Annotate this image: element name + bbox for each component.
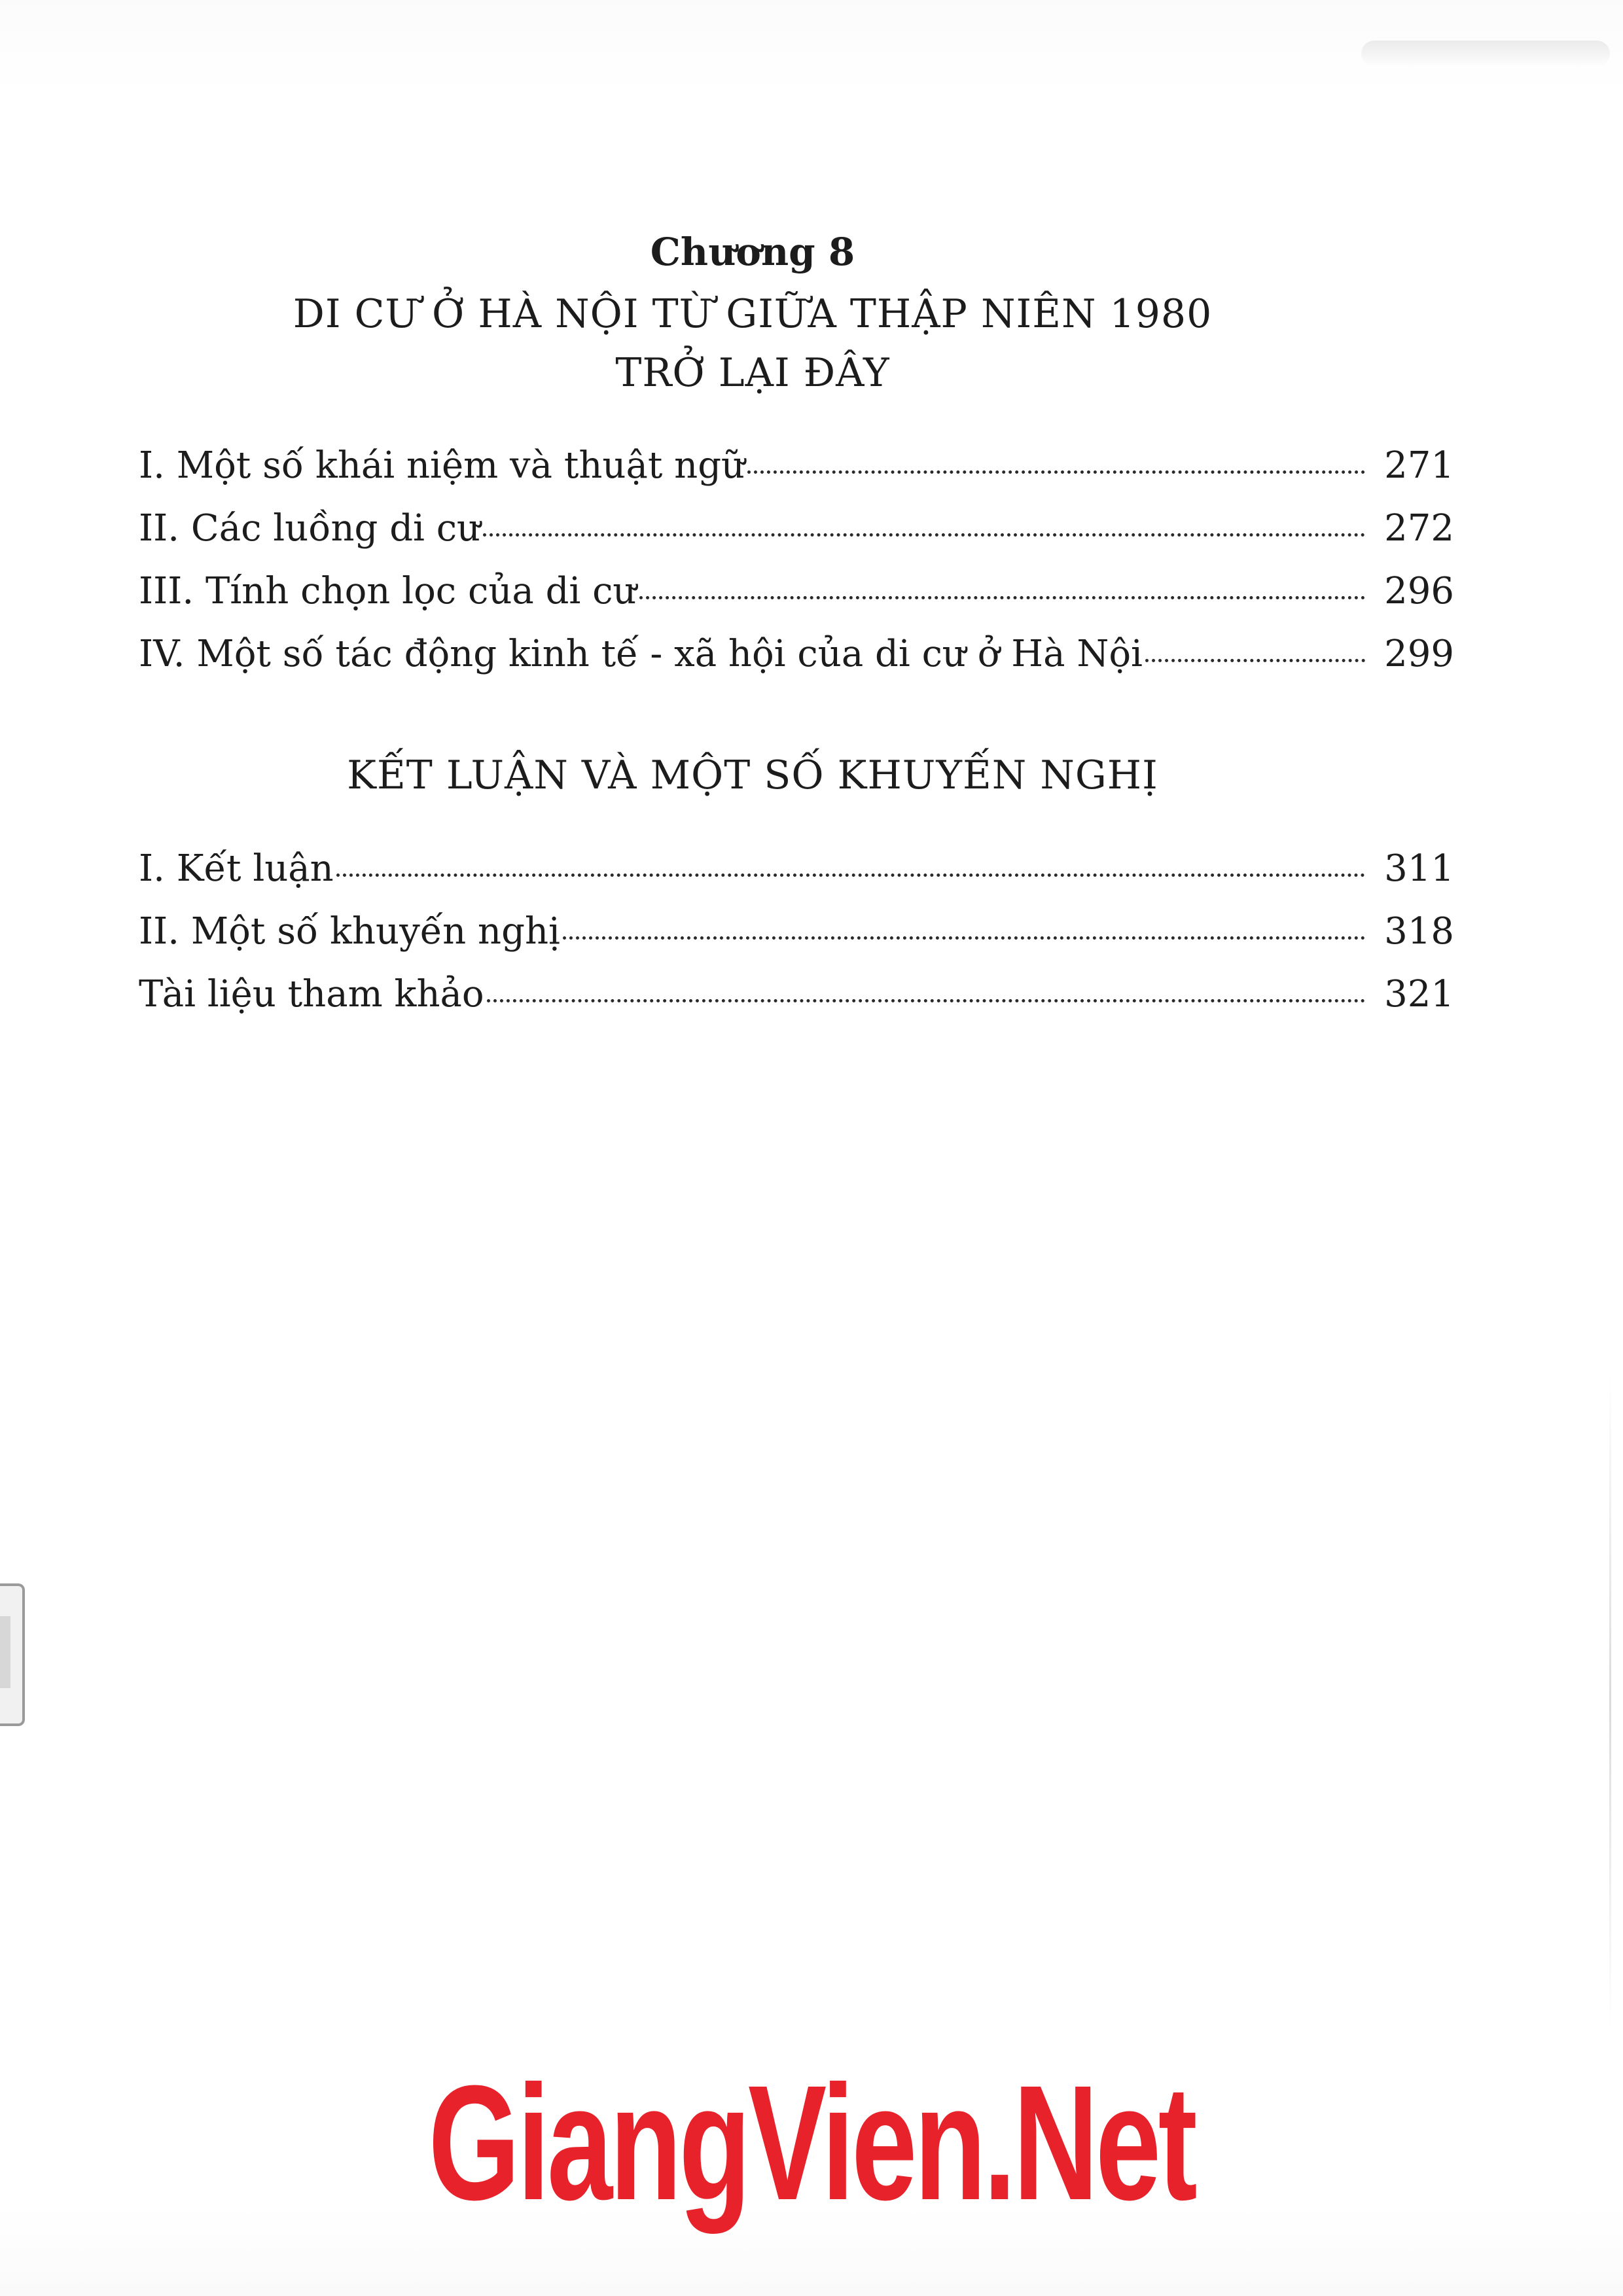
toc-leader-dots: [483, 533, 1365, 537]
toc-entry-label: II. Một số khuyến nghị: [139, 910, 560, 953]
chapter-title-line2: TRỞ LẠI ĐÂY: [615, 350, 890, 396]
toc-entry-page: 321: [1384, 973, 1454, 1016]
toc-leader-dots: [487, 999, 1365, 1002]
toc-entry[interactable]: [139, 906, 1454, 958]
toc-entry-label: I. Kết luận: [139, 847, 334, 890]
toc-entry[interactable]: [139, 440, 1454, 492]
toc-entry[interactable]: [139, 968, 1454, 1021]
chapter-label: Chương 8: [650, 230, 855, 274]
toc-entry[interactable]: [139, 628, 1454, 680]
toc-leader-dots: [336, 874, 1365, 877]
toc-entry-page: 311: [1384, 847, 1454, 890]
toc-entry[interactable]: [139, 843, 1454, 895]
chapter-title-line1: DI CƯ Ở HÀ NỘI TỪ GIỮA THẬP NIÊN 1980: [293, 291, 1213, 337]
binding-clip-inner: [0, 1616, 10, 1688]
section-title: KẾT LUẬN VÀ MỘT SỐ KHUYẾN NGHỊ: [347, 752, 1158, 798]
toc-entry-page: 272: [1384, 507, 1454, 550]
toc-leader-dots: [563, 936, 1365, 940]
toc-entry-label: I. Một số khái niệm và thuật ngữ: [139, 444, 745, 487]
scan-shadow: [1361, 41, 1610, 67]
toc-entry-page: 318: [1384, 910, 1454, 953]
toc-entry-page: 296: [1384, 570, 1454, 612]
toc-leader-dots: [639, 596, 1365, 599]
toc-entry-label: IV. Một số tác động kinh tế - xã hội của di cư ở Hà Nội: [139, 633, 1143, 675]
toc-entry-page: 271: [1384, 444, 1454, 487]
toc-entry[interactable]: [139, 565, 1454, 618]
toc-leader-dots: [747, 470, 1365, 474]
toc-entry[interactable]: [139, 503, 1454, 555]
toc-entry-label: Tài liệu tham khảo: [139, 973, 484, 1016]
toc-entry-label: III. Tính chọn lọc của di cư: [139, 570, 637, 612]
toc-entry-label: II. Các luồng di cư: [139, 507, 481, 550]
watermark-text: GiangVien.Net: [428, 2051, 1195, 2234]
page-edge-shadow: [1609, 1374, 1611, 2028]
toc-leader-dots: [1145, 659, 1365, 662]
toc-entry-page: 299: [1384, 633, 1454, 675]
